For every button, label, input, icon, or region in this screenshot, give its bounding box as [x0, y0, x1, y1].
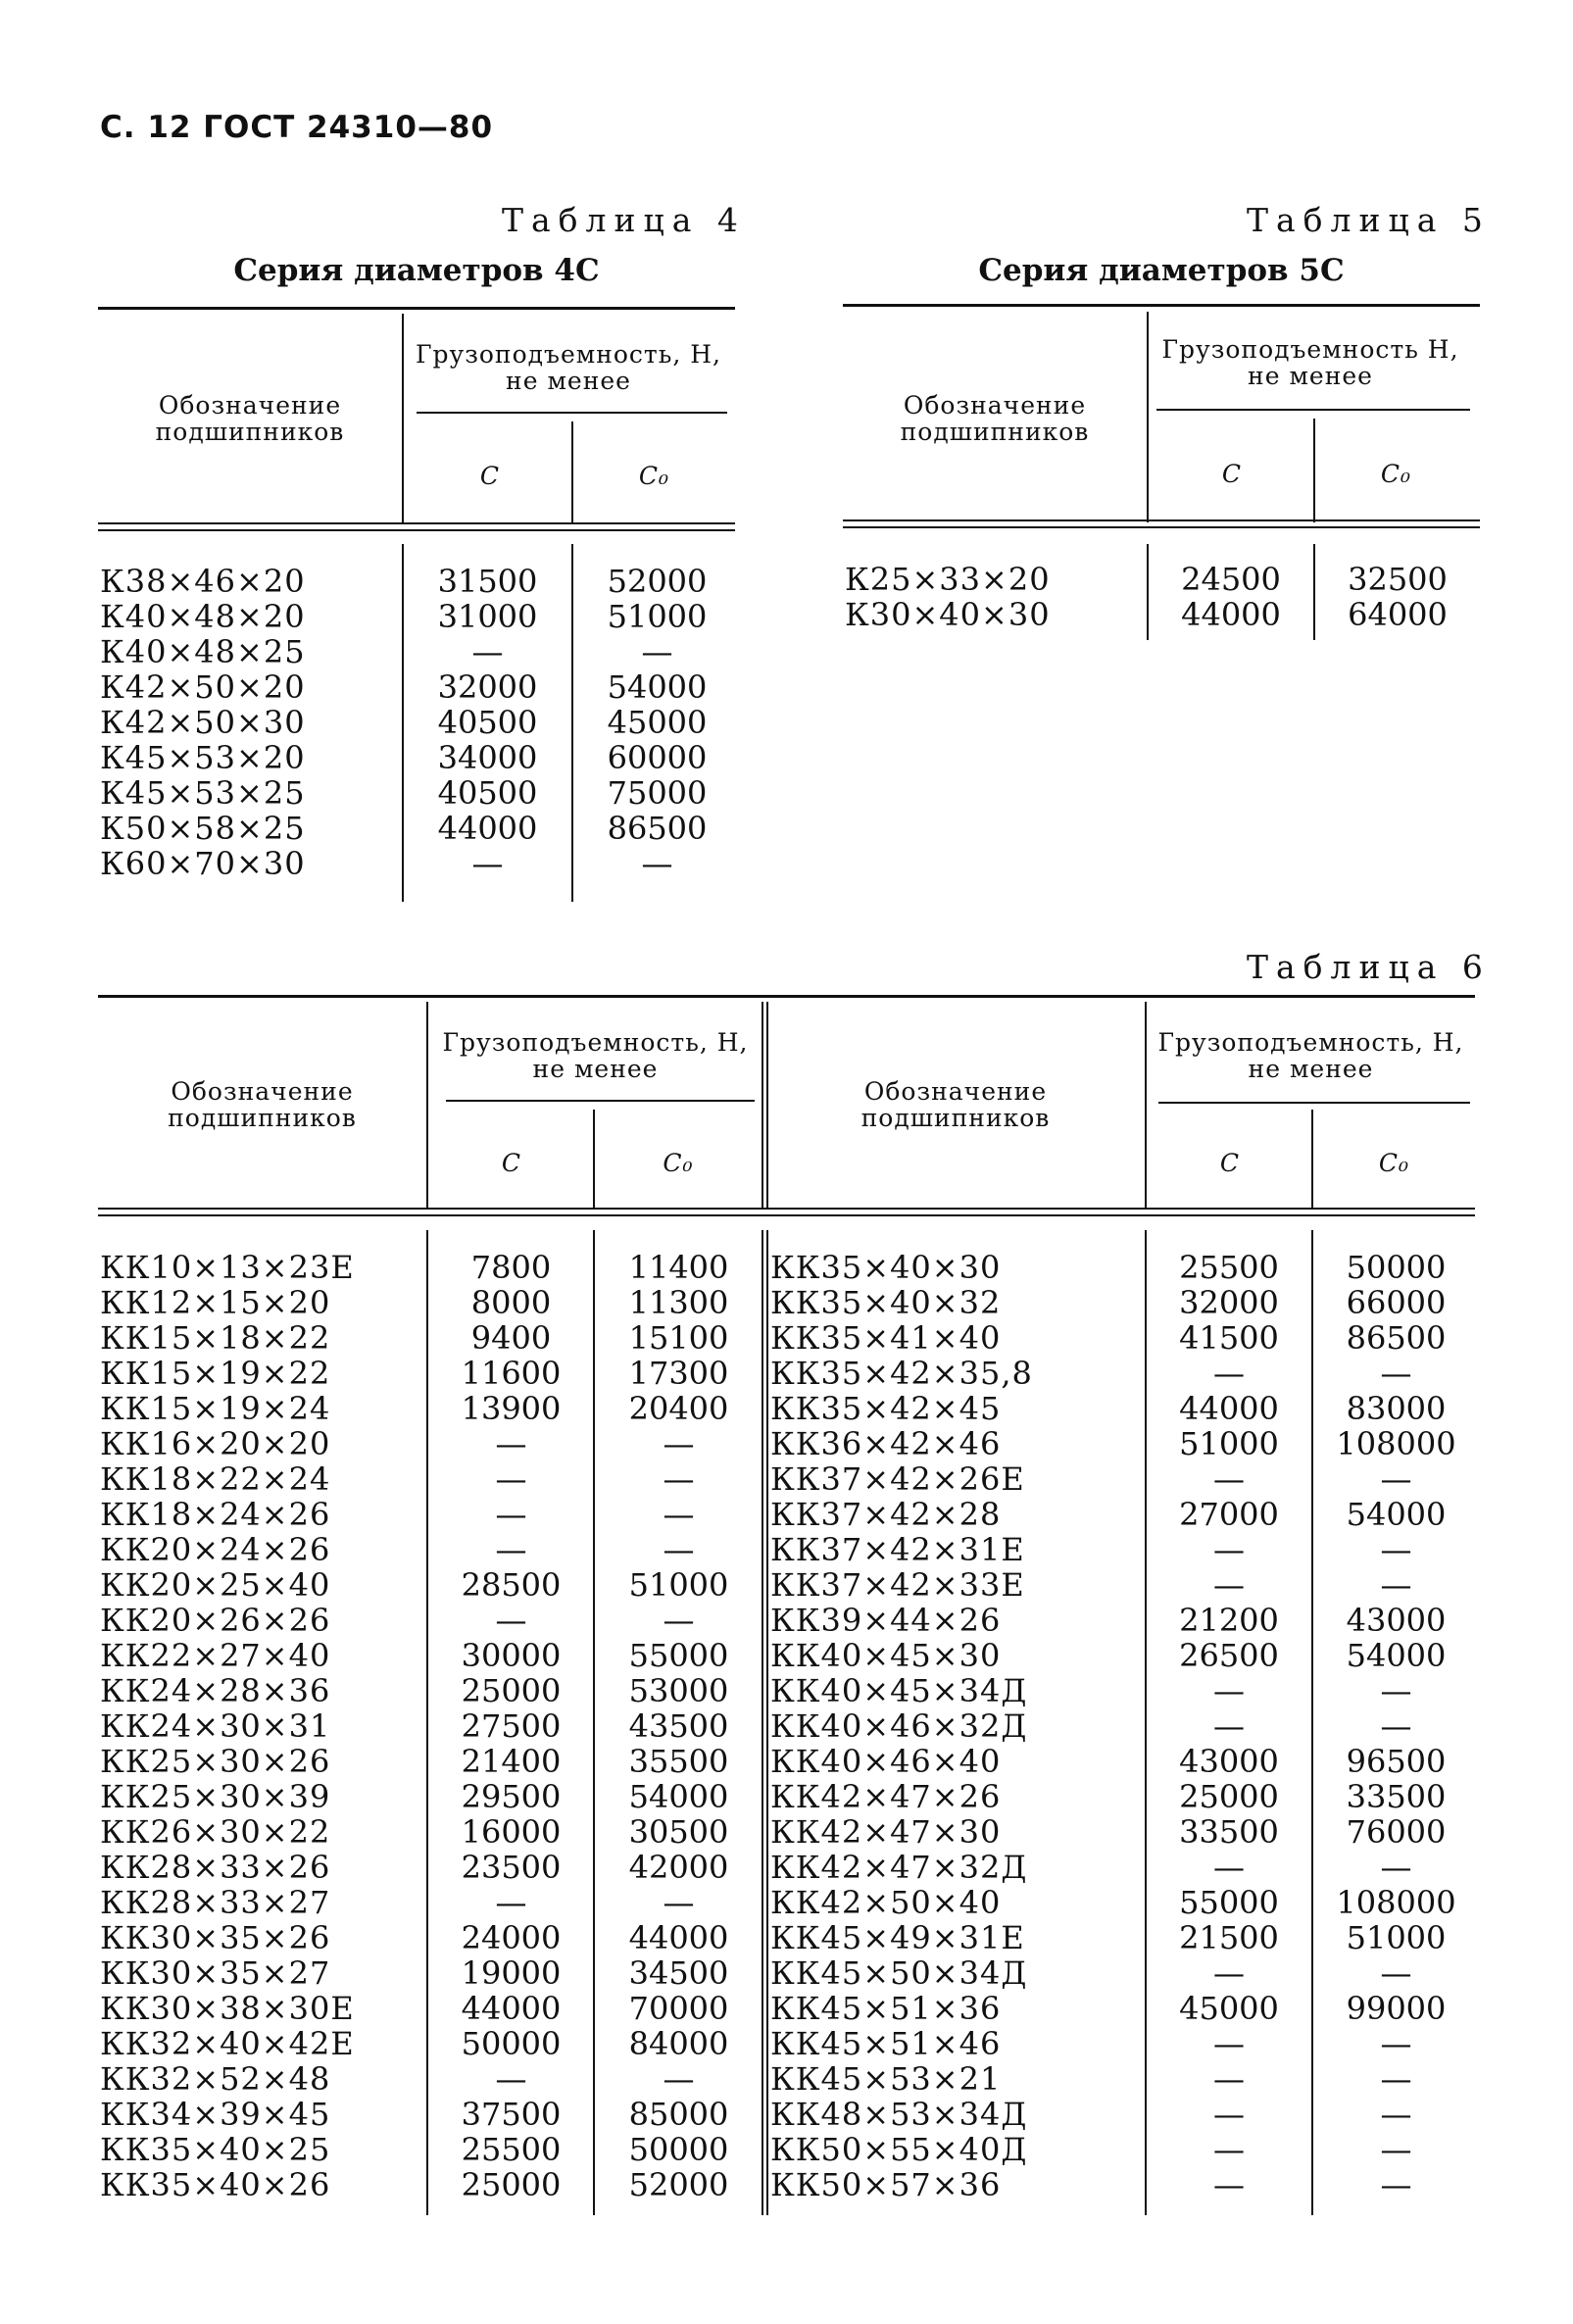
table4-subtitle: Серия диаметров 4С — [233, 253, 600, 288]
load-c-cell: 11600 — [461, 1355, 562, 1392]
bearing-designation-cell: К42×50×30 — [100, 704, 306, 741]
table4-top-rule — [98, 307, 735, 310]
load-c-cell: — — [1213, 1672, 1245, 1709]
load-c-cell: 40500 — [437, 774, 538, 812]
table5-designation-column — [845, 562, 1144, 632]
bearing-designation-cell: КК25×30×39 — [100, 1778, 331, 1815]
load-c-cell: — — [1213, 2096, 1245, 2133]
bearing-designation-cell: КК42×50×40 — [770, 1884, 1002, 1921]
bearing-designation-cell: КК42×47×32Д — [770, 1849, 1028, 1886]
table6-caption: Таблица 6 — [1247, 948, 1491, 986]
load-c-cell: — — [1213, 2025, 1245, 2062]
bearing-designation-cell: КК20×24×26 — [100, 1531, 331, 1568]
load-c0-cell: 54000 — [607, 668, 708, 706]
load-c0-cell: 96500 — [1346, 1743, 1447, 1780]
load-c0-cell: — — [1380, 1355, 1412, 1392]
load-c-cell: 50000 — [461, 2025, 562, 2062]
load-c-cell: 13900 — [461, 1390, 562, 1427]
load-c0-cell: — — [1380, 2025, 1412, 2062]
table5-body-vline-1 — [1147, 544, 1149, 640]
load-c0-cell: — — [663, 1531, 695, 1568]
load-c-cell: 43000 — [1179, 1743, 1279, 1780]
bearing-designation-cell: К25×33×20 — [845, 561, 1051, 598]
load-c-cell: 8000 — [470, 1284, 552, 1321]
load-c-cell: 23500 — [461, 1849, 562, 1886]
table5-c-header: C — [1221, 460, 1243, 488]
table5-body-vline-2 — [1313, 544, 1315, 640]
bearing-designation-cell: КК22×27×40 — [100, 1637, 331, 1674]
table4-c-column — [407, 564, 568, 881]
load-c-cell: 32000 — [1179, 1284, 1279, 1321]
load-c-cell: 51000 — [1179, 1425, 1279, 1462]
bearing-designation-cell: КК34×39×45 — [100, 2096, 331, 2133]
bearing-designation-cell: К30×40×30 — [845, 596, 1051, 633]
load-c-cell: — — [1213, 1531, 1245, 1568]
load-c-cell: — — [1213, 2131, 1245, 2168]
table6-left-designation-column — [100, 1250, 423, 2202]
load-c-cell: — — [1213, 1954, 1245, 1992]
table6-body-vline-right-1 — [1145, 1230, 1147, 2215]
load-c0-cell: — — [663, 1460, 695, 1498]
bearing-designation-cell: КК50×57×36 — [770, 2166, 1002, 2203]
table4-caption: Таблица 4 — [502, 201, 746, 239]
table5-c0-header: C₀ — [1380, 460, 1412, 488]
load-c-cell: 44000 — [461, 1990, 562, 2027]
table6-right-c-header: C — [1219, 1149, 1241, 1177]
table6-vline-middle-b — [766, 1002, 768, 1210]
load-c0-cell: 51000 — [628, 1566, 729, 1604]
bearing-designation-cell: КК15×19×24 — [100, 1390, 331, 1427]
bearing-designation-cell: КК37×42×26Е — [770, 1460, 1025, 1498]
load-c0-cell: — — [663, 2060, 695, 2098]
bearing-designation-cell: КК50×55×40Д — [770, 2131, 1028, 2168]
load-c-cell: — — [495, 2060, 527, 2098]
load-c0-cell: 53000 — [628, 1672, 729, 1709]
load-c-cell: — — [495, 1460, 527, 1498]
load-c-cell: 25000 — [1179, 1778, 1279, 1815]
load-c-cell: 44000 — [1179, 1390, 1279, 1427]
load-c-cell: 31000 — [437, 598, 538, 635]
load-c-cell: 44000 — [437, 810, 538, 847]
load-c0-cell: 43000 — [1346, 1602, 1447, 1639]
bearing-designation-cell: КК37×42×33Е — [770, 1566, 1025, 1604]
load-c0-cell: 108000 — [1336, 1884, 1456, 1921]
bearing-designation-cell: К40×48×25 — [100, 633, 306, 670]
load-c0-cell: 11400 — [628, 1249, 729, 1286]
load-c0-cell: — — [641, 633, 673, 670]
bearing-designation-cell: КК42×47×26 — [770, 1778, 1002, 1815]
load-c0-cell: — — [1380, 1566, 1412, 1604]
bearing-designation-cell: КК24×30×31 — [100, 1707, 331, 1745]
table6-left-c0-column — [598, 1250, 760, 2202]
load-c-cell: 33500 — [1179, 1813, 1279, 1851]
load-c0-cell: 60000 — [607, 739, 708, 776]
load-c0-cell: 20400 — [628, 1390, 729, 1427]
bearing-designation-cell: КК37×42×28 — [770, 1496, 1002, 1533]
bearing-designation-cell: КК18×22×24 — [100, 1460, 331, 1498]
load-c0-cell: — — [663, 1496, 695, 1533]
bearing-designation-cell: КК20×25×40 — [100, 1566, 331, 1604]
bearing-designation-cell: КК32×40×42Е — [100, 2025, 355, 2062]
bearing-designation-cell: КК45×53×21 — [770, 2060, 1002, 2098]
bearing-designation-cell: К42×50×20 — [100, 668, 306, 706]
bearing-designation-cell: КК42×47×30 — [770, 1813, 1002, 1851]
table4-designation-column — [100, 564, 399, 881]
table4-c0-header: C₀ — [638, 462, 670, 490]
table6-body-vline-left-1 — [426, 1230, 428, 2215]
bearing-designation-cell: КК15×19×22 — [100, 1355, 331, 1392]
table6-left-c-column — [431, 1250, 591, 2202]
table5-c0-column — [1318, 562, 1477, 632]
bearing-designation-cell: КК12×15×20 — [100, 1284, 331, 1321]
load-c0-cell: 64000 — [1348, 596, 1448, 633]
load-c-cell: 25500 — [1179, 1249, 1279, 1286]
load-c0-cell: — — [663, 1884, 695, 1921]
load-c0-cell: 99000 — [1346, 1990, 1447, 2027]
bearing-designation-cell: КК16×20×20 — [100, 1425, 331, 1462]
load-c0-cell: 52000 — [628, 2166, 729, 2203]
table6-right-c0-header: C₀ — [1378, 1149, 1410, 1177]
table4-body-vline-2 — [571, 544, 573, 902]
table6-vline-middle-a — [762, 1002, 763, 1210]
table6-left-c-header: C — [501, 1149, 522, 1177]
bearing-designation-cell: КК26×30×22 — [100, 1813, 331, 1851]
table4-c0-column — [576, 564, 738, 881]
load-c-cell: 44000 — [1181, 596, 1281, 633]
load-c-cell: — — [495, 1425, 527, 1462]
load-c0-cell: — — [1380, 2096, 1412, 2133]
load-c-cell: 19000 — [461, 1954, 562, 1992]
bearing-designation-cell: КК30×35×26 — [100, 1919, 331, 1956]
table6-right-load-header: Грузоподъемность, Н, не менее — [1157, 1028, 1464, 1083]
load-c0-cell: — — [1380, 1707, 1412, 1745]
bearing-designation-cell: КК40×46×32Д — [770, 1707, 1028, 1745]
bearing-designation-cell: КК40×45×34Д — [770, 1672, 1028, 1709]
load-c-cell: 24500 — [1181, 561, 1281, 598]
bearing-designation-cell: К50×58×25 — [100, 810, 306, 847]
bearing-designation-cell: КК20×26×26 — [100, 1602, 331, 1639]
load-c-cell: — — [1213, 1707, 1245, 1745]
page-header: С. 12 ГОСТ 24310—80 — [100, 110, 494, 145]
load-c0-cell: 86500 — [607, 810, 708, 847]
bearing-designation-cell: КК10×13×23Е — [100, 1249, 355, 1286]
load-c0-cell: 17300 — [628, 1355, 729, 1392]
load-c-cell: 37500 — [461, 2096, 562, 2133]
load-c0-cell: 52000 — [607, 563, 708, 600]
load-c-cell: 32000 — [437, 668, 538, 706]
bearing-designation-cell: КК45×49×31Е — [770, 1919, 1025, 1956]
table5-designation-header: Обозначение подшипников — [900, 391, 1090, 446]
load-c0-cell: — — [1380, 1672, 1412, 1709]
load-c0-cell: 83000 — [1346, 1390, 1447, 1427]
load-c-cell: — — [471, 633, 504, 670]
load-c-cell: 24000 — [461, 1919, 562, 1956]
load-c-cell: 55000 — [1179, 1884, 1279, 1921]
table6-header-rule-2 — [98, 1214, 1475, 1216]
load-c0-cell: 34500 — [628, 1954, 729, 1992]
table6-left-designation-header: Обозначение подшипников — [168, 1077, 357, 1132]
bearing-designation-cell: К60×70×30 — [100, 845, 306, 882]
table6-vline-right-2 — [1311, 1110, 1313, 1210]
load-c0-cell: 54000 — [1346, 1637, 1447, 1674]
load-c0-cell: — — [1380, 1849, 1412, 1886]
table6-body-vline-middle-a — [762, 1230, 763, 2215]
bearing-designation-cell: КК28×33×26 — [100, 1849, 331, 1886]
table6-left-load-rule — [446, 1100, 755, 1102]
load-c0-cell: — — [1380, 1954, 1412, 1992]
load-c0-cell: — — [641, 845, 673, 882]
load-c0-cell: 51000 — [607, 598, 708, 635]
bearing-designation-cell: КК18×24×26 — [100, 1496, 331, 1533]
table6-header-rule-1 — [98, 1208, 1475, 1210]
bearing-designation-cell: КК24×28×36 — [100, 1672, 331, 1709]
table6-vline-left-1 — [426, 1002, 428, 1210]
table5-vline-1 — [1147, 312, 1149, 522]
load-c0-cell: — — [1380, 1460, 1412, 1498]
bearing-designation-cell: КК35×40×25 — [100, 2131, 331, 2168]
bearing-designation-cell: КК35×41×40 — [770, 1319, 1002, 1357]
load-c-cell: — — [1213, 1566, 1245, 1604]
table4-header-rule-1 — [98, 522, 735, 524]
bearing-designation-cell: КК25×30×26 — [100, 1743, 331, 1780]
load-c-cell: — — [495, 1496, 527, 1533]
bearing-designation-cell: КК15×18×22 — [100, 1319, 331, 1357]
bearing-designation-cell: К38×46×20 — [100, 563, 306, 600]
load-c0-cell: 66000 — [1346, 1284, 1447, 1321]
table6-vline-left-2 — [593, 1110, 595, 1210]
load-c0-cell: 33500 — [1346, 1778, 1447, 1815]
bearing-designation-cell: КК32×52×48 — [100, 2060, 331, 2098]
table6-right-load-rule — [1158, 1102, 1470, 1104]
load-c0-cell: 85000 — [628, 2096, 729, 2133]
table6-right-designation-column — [770, 1250, 1143, 2202]
load-c-cell: 31500 — [437, 563, 538, 600]
load-c-cell: 25000 — [461, 1672, 562, 1709]
load-c0-cell: — — [663, 1602, 695, 1639]
table6-vline-right-1 — [1145, 1002, 1147, 1210]
load-c-cell: 40500 — [437, 704, 538, 741]
load-c0-cell: — — [663, 1425, 695, 1462]
table6-left-load-header: Грузоподъемность, Н, не менее — [442, 1028, 749, 1083]
load-c0-cell: 75000 — [607, 774, 708, 812]
load-c-cell: 21500 — [1179, 1919, 1279, 1956]
bearing-designation-cell: КК45×50×34Д — [770, 1954, 1028, 1992]
load-c-cell: 26500 — [1179, 1637, 1279, 1674]
table4-designation-header: Обозначение подшипников — [155, 391, 345, 446]
bearing-designation-cell: КК35×42×45 — [770, 1390, 1002, 1427]
load-c0-cell: — — [1380, 2131, 1412, 2168]
load-c0-cell: 45000 — [607, 704, 708, 741]
load-c-cell: 25500 — [461, 2131, 562, 2168]
bearing-designation-cell: КК40×46×40 — [770, 1743, 1002, 1780]
table4-body-vline-1 — [402, 544, 404, 902]
load-c0-cell: 32500 — [1348, 561, 1448, 598]
load-c-cell: — — [1213, 1849, 1245, 1886]
load-c-cell: — — [1213, 1460, 1245, 1498]
bearing-designation-cell: КК28×33×27 — [100, 1884, 331, 1921]
load-c-cell: — — [495, 1531, 527, 1568]
load-c0-cell: 86500 — [1346, 1319, 1447, 1357]
load-c-cell: — — [1213, 2166, 1245, 2203]
load-c-cell: 21200 — [1179, 1602, 1279, 1639]
load-c-cell: 16000 — [461, 1813, 562, 1851]
load-c-cell: — — [1213, 2060, 1245, 2098]
table4-vline-2 — [571, 421, 573, 524]
table4-vline-1 — [402, 314, 404, 524]
table6-right-designation-header: Обозначение подшипников — [860, 1077, 1051, 1132]
load-c-cell: 27500 — [461, 1707, 562, 1745]
load-c-cell: 25000 — [461, 2166, 562, 2203]
table4-load-rule — [417, 412, 727, 414]
load-c-cell: — — [495, 1602, 527, 1639]
bearing-designation-cell: КК45×51×36 — [770, 1990, 1002, 2027]
load-c0-cell: — — [1380, 1531, 1412, 1568]
bearing-designation-cell: КК30×38×30Е — [100, 1990, 355, 2027]
bearing-designation-cell: КК37×42×31Е — [770, 1531, 1025, 1568]
load-c0-cell: 43500 — [628, 1707, 729, 1745]
table4-c-header: C — [479, 462, 501, 490]
load-c0-cell: 54000 — [1346, 1496, 1447, 1533]
table6-top-rule — [98, 995, 1475, 998]
table6-right-c0-column — [1315, 1250, 1477, 2202]
bearing-designation-cell: КК30×35×27 — [100, 1954, 331, 1992]
table5-c-column — [1152, 562, 1310, 632]
table5-load-header: Грузоподъемность Н, не менее — [1161, 335, 1459, 390]
table6-body-vline-middle-b — [766, 1230, 768, 2215]
table5-caption: Таблица 5 — [1247, 201, 1491, 239]
load-c0-cell: 44000 — [628, 1919, 729, 1956]
bearing-designation-cell: К45×53×25 — [100, 774, 306, 812]
load-c-cell: — — [495, 1884, 527, 1921]
load-c0-cell: — — [1380, 2060, 1412, 2098]
bearing-designation-cell: К40×48×20 — [100, 598, 306, 635]
load-c0-cell: 11300 — [628, 1284, 729, 1321]
bearing-designation-cell: КК35×40×30 — [770, 1249, 1002, 1286]
load-c-cell: 7800 — [470, 1249, 552, 1286]
bearing-designation-cell: К45×53×20 — [100, 739, 306, 776]
table4-load-header: Грузоподъемность, Н, не менее — [415, 340, 721, 395]
bearing-designation-cell: КК36×42×46 — [770, 1425, 1002, 1462]
bearing-designation-cell: КК48×53×34Д — [770, 2096, 1028, 2133]
load-c-cell: 28500 — [461, 1566, 562, 1604]
load-c0-cell: — — [1380, 2166, 1412, 2203]
bearing-designation-cell: КК35×40×26 — [100, 2166, 331, 2203]
load-c-cell: 29500 — [461, 1778, 562, 1815]
load-c0-cell: 76000 — [1346, 1813, 1447, 1851]
bearing-designation-cell: КК35×40×32 — [770, 1284, 1002, 1321]
load-c0-cell: 42000 — [628, 1849, 729, 1886]
load-c0-cell: 15100 — [628, 1319, 729, 1357]
load-c-cell: 27000 — [1179, 1496, 1279, 1533]
table5-subtitle: Серия диаметров 5С — [978, 253, 1345, 288]
load-c0-cell: 50000 — [1346, 1249, 1447, 1286]
table5-header-rule-1 — [843, 519, 1480, 521]
load-c-cell: — — [471, 845, 504, 882]
load-c-cell: 45000 — [1179, 1990, 1279, 2027]
load-c0-cell: 84000 — [628, 2025, 729, 2062]
table6-right-c-column — [1149, 1250, 1309, 2202]
bearing-designation-cell: КК39×44×26 — [770, 1602, 1002, 1639]
table5-top-rule — [843, 304, 1480, 307]
load-c0-cell: 54000 — [628, 1778, 729, 1815]
table6-body-vline-left-2 — [593, 1230, 595, 2215]
table5-load-rule — [1156, 409, 1470, 411]
load-c0-cell: 51000 — [1346, 1919, 1447, 1956]
load-c-cell: 21400 — [461, 1743, 562, 1780]
load-c-cell: 9400 — [470, 1319, 552, 1357]
load-c0-cell: 35500 — [628, 1743, 729, 1780]
table4-header-rule-2 — [98, 529, 735, 531]
load-c0-cell: 30500 — [628, 1813, 729, 1851]
load-c0-cell: 55000 — [628, 1637, 729, 1674]
load-c-cell: 41500 — [1179, 1319, 1279, 1357]
load-c0-cell: 50000 — [628, 2131, 729, 2168]
load-c-cell: 34000 — [437, 739, 538, 776]
load-c-cell: — — [1213, 1355, 1245, 1392]
table6-left-c0-header: C₀ — [663, 1149, 694, 1177]
load-c0-cell: 108000 — [1336, 1425, 1456, 1462]
table5-header-rule-2 — [843, 526, 1480, 528]
table6-body-vline-right-2 — [1311, 1230, 1313, 2215]
bearing-designation-cell: КК45×51×46 — [770, 2025, 1002, 2062]
bearing-designation-cell: КК35×42×35,8 — [770, 1355, 1033, 1392]
load-c0-cell: 70000 — [628, 1990, 729, 2027]
table5-vline-2 — [1313, 419, 1315, 522]
load-c-cell: 30000 — [461, 1637, 562, 1674]
bearing-designation-cell: КК40×45×30 — [770, 1637, 1002, 1674]
